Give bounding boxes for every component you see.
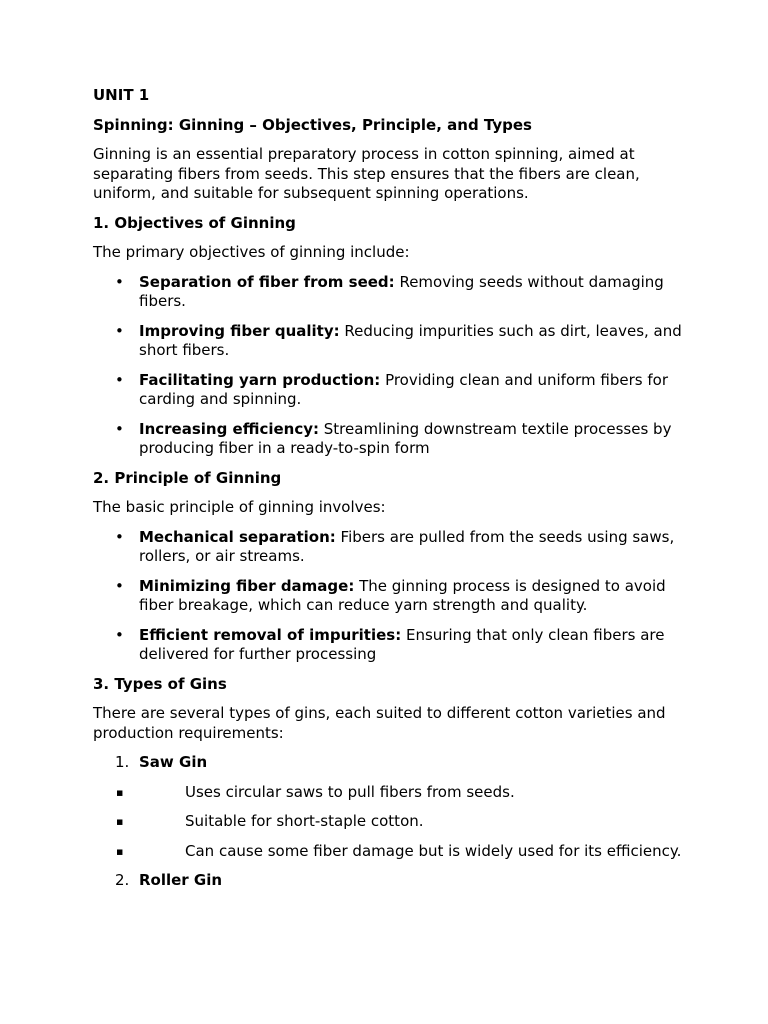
list-item xyxy=(93,273,683,312)
item-text: Providing clean and uniform fibers for carding and spinning. xyxy=(139,370,668,408)
item-text: Reducing impurities such as dirt, leaves, and short fibers. xyxy=(139,321,682,359)
list-item xyxy=(116,782,683,803)
item-text: Removing seeds without damaging fibers. xyxy=(139,272,664,310)
list-item xyxy=(93,753,683,861)
bullet-icon: • xyxy=(115,321,124,340)
gin-type-name: Saw Gin xyxy=(139,753,208,771)
principle-list xyxy=(93,528,683,665)
bullet-icon: • xyxy=(115,419,124,438)
section-heading-types: 3. Types of Gins xyxy=(93,674,227,693)
bullet-icon: • xyxy=(115,625,124,644)
list-item xyxy=(93,626,683,665)
bullet-icon: • xyxy=(115,576,124,595)
list-item xyxy=(93,871,683,891)
item-term: Mechanical separation: xyxy=(139,527,336,546)
item-text: Fibers are pulled from the seeds using saws, rollers, or air streams. xyxy=(139,527,675,565)
section-lead-types: There are several types of gins, each suited to different cotton varieties and production requirements: xyxy=(93,704,666,742)
list-item xyxy=(116,812,683,832)
list-item xyxy=(93,322,683,361)
bullet-icon: • xyxy=(115,527,124,546)
item-term: Minimizing fiber damage: xyxy=(139,576,355,595)
document-title: Spinning: Ginning – Objectives, Principle, and Types xyxy=(93,115,532,134)
list-item xyxy=(93,528,683,567)
item-term: Improving fiber quality: xyxy=(139,321,340,340)
unit-title: UNIT 1 xyxy=(93,86,150,104)
point-text: Can cause some fiber damage but is widely used for its efficiency. xyxy=(185,841,682,860)
list-item xyxy=(116,841,683,862)
point-text: Uses circular saws to pull fibers from seeds. xyxy=(185,782,515,801)
list-item xyxy=(93,577,683,616)
section-heading-objectives: 1. Objectives of Ginning xyxy=(93,213,296,232)
list-number: 1. xyxy=(115,753,130,771)
intro-paragraph: Ginning is an essential preparatory process in cotton spinning, aimed at separating fibers from seeds. This step ensures that the fibers are clean, uniform, and suitable for subsequent spinning operations. xyxy=(93,145,640,202)
item-term: Separation of fiber from seed: xyxy=(139,272,395,291)
gin-type-name: Roller Gin xyxy=(139,871,223,889)
document-content xyxy=(93,86,683,901)
objectives-list xyxy=(93,273,683,459)
section-lead-principle: The basic principle of ginning involves: xyxy=(93,498,386,516)
square-bullet-icon: ▪ xyxy=(116,844,124,858)
saw-gin-points xyxy=(116,782,683,862)
list-item xyxy=(93,420,683,459)
list-item xyxy=(93,371,683,410)
list-number: 2. xyxy=(115,871,130,889)
section-lead-objectives: The primary objectives of ginning include: xyxy=(93,243,410,261)
item-term: Facilitating yarn production: xyxy=(139,370,381,389)
gin-types-list xyxy=(93,753,683,891)
item-term: Efficient removal of impurities: xyxy=(139,625,402,644)
item-text: Ensuring that only clean fibers are delivered for further processing xyxy=(139,625,665,663)
bullet-icon: • xyxy=(115,272,124,291)
section-heading-principle: 2. Principle of Ginning xyxy=(93,468,282,487)
square-bullet-icon: ▪ xyxy=(116,815,124,828)
item-term: Increasing efficiency: xyxy=(139,419,320,438)
point-text: Suitable for short-staple cotton. xyxy=(185,812,424,830)
bullet-icon: • xyxy=(115,370,124,389)
item-text: The ginning process is designed to avoid fiber breakage, which can reduce yarn strength and quality. xyxy=(139,576,666,614)
square-bullet-icon: ▪ xyxy=(116,785,124,799)
item-text: Streamlining downstream textile processes by producing fiber in a ready-to-spin form xyxy=(139,419,672,457)
